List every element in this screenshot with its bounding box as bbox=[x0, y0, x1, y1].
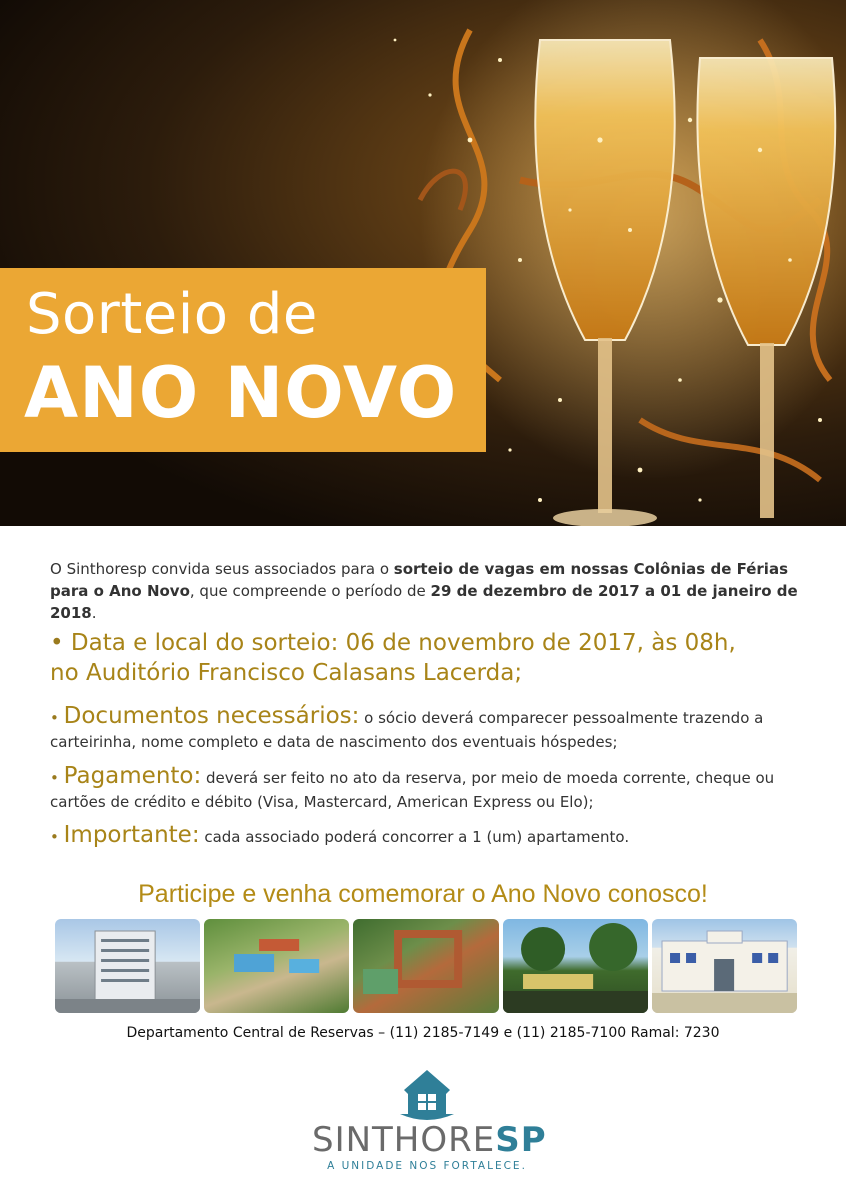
hero-banner bbox=[0, 0, 846, 526]
bullet-heading: Data e local do sorteio: 06 de novembro de 2017, às 08h, bbox=[70, 630, 736, 656]
bullet-dot: • bbox=[50, 769, 59, 787]
photo-building-facade bbox=[652, 919, 797, 1013]
bullet-payment bbox=[50, 761, 810, 813]
intro-text-3: . bbox=[91, 604, 97, 622]
intro-bold-1: sorteio de vagas em nossas Colônias de Férias para o Ano Novo bbox=[50, 560, 788, 600]
bullet-heading: Documentos necessários: bbox=[63, 703, 360, 729]
photo-hotel-building bbox=[55, 919, 200, 1013]
bullet-dot: • bbox=[50, 828, 59, 846]
logo-name-part-2: SP bbox=[495, 1120, 547, 1160]
house-icon bbox=[312, 1068, 542, 1123]
title-line-1: Sorteio de bbox=[26, 282, 318, 347]
intro-text-1: O Sinthoresp convida seus associados para o bbox=[50, 560, 394, 578]
bullet-dot: • bbox=[50, 709, 59, 727]
intro-bold-2: 29 de dezembro de 2017 a 01 de janeiro de 2018 bbox=[50, 582, 798, 622]
bullet-heading: Importante: bbox=[63, 822, 200, 848]
intro-text-2: , que compreende o período de bbox=[189, 582, 431, 600]
intro-paragraph bbox=[50, 558, 810, 624]
bullet-important bbox=[50, 820, 810, 850]
photo-palm-trees bbox=[503, 919, 648, 1013]
bullet-text: o sócio deverá comparecer pessoalmente trazendo a carteirinha, nome completo e data de nascimento dos eventuais hóspedes; bbox=[50, 709, 764, 751]
logo-tagline: A UNIDADE NOS FORTALECE. bbox=[327, 1160, 527, 1172]
bullet-documents bbox=[50, 701, 810, 753]
photo-colony-aerial bbox=[353, 919, 498, 1013]
logo-name bbox=[312, 1120, 547, 1160]
bullet-heading: Pagamento: bbox=[63, 763, 202, 789]
bullet-date bbox=[50, 628, 810, 688]
logo-name-part-1: SINTHORE bbox=[312, 1120, 496, 1160]
bullet-dot: • bbox=[50, 630, 64, 656]
call-to-action: Participe e venha comemorar o Ano Novo conosco! bbox=[138, 880, 708, 908]
reservations-contact: Departamento Central de Reservas – (11) 2185-7149 e (11) 2185-7100 Ramal: 7230 bbox=[126, 1025, 720, 1041]
bullet-text: cada associado poderá concorrer a 1 (um) apartamento. bbox=[199, 828, 630, 846]
bullet-heading-2: no Auditório Francisco Calasans Lacerda; bbox=[50, 660, 523, 686]
sinthoresp-logo bbox=[312, 1068, 547, 1178]
photo-resort-pools bbox=[204, 919, 349, 1013]
photo-strip bbox=[55, 919, 797, 1013]
title-line-2: ANO NOVO bbox=[24, 352, 458, 434]
bullet-text: deverá ser feito no ato da reserva, por meio de moeda corrente, cheque ou cartões de crédito e débito (Visa, Mastercard, American Express ou Elo); bbox=[50, 769, 775, 811]
content bbox=[50, 558, 810, 848]
